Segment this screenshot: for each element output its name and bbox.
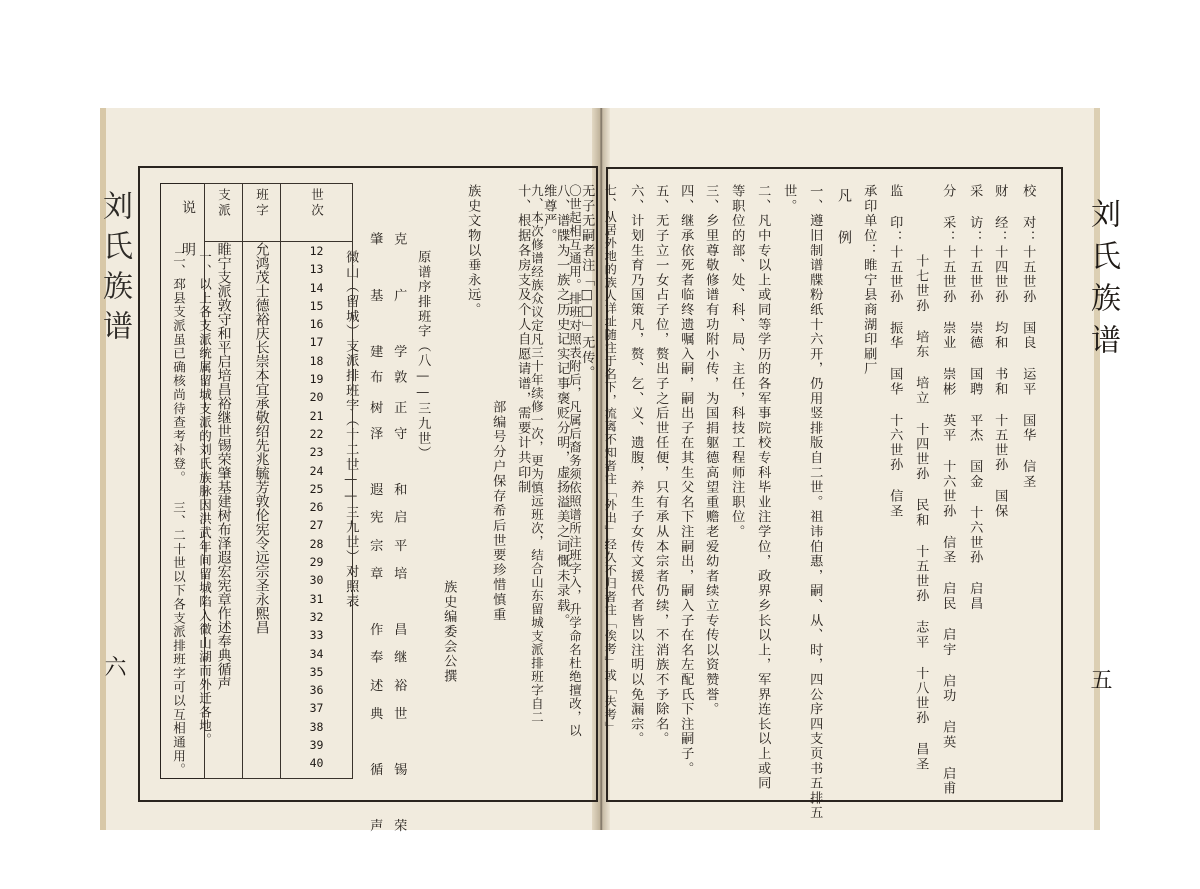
original-order-col-2: 肇 基 建 树 [367, 232, 383, 428]
rule-10: 十、根据各房支及个人自愿请谱，需要计共印制 [515, 184, 531, 495]
rule-4: 四、继承依死者临终遗嘱入嗣，嗣出子在其生父名下注嗣出，嗣入子在名左配氏下注嗣子。 [678, 184, 694, 776]
generation-number: 12 [309, 244, 324, 258]
generation-number: 28 [309, 536, 324, 551]
generation-number: 33 [309, 628, 324, 643]
note-2: 二、邳县支派虽已确核尚待查考补登。 三、二十世以下各支派排班字可以互相通用。 [171, 250, 187, 777]
original-order-col-1: 克 广 学 正 [391, 232, 407, 428]
header-branch: 支派 [216, 188, 232, 219]
generation-number: 40 [309, 756, 324, 771]
rule-10-cont-2: 族史文物以垂永远。 [465, 184, 481, 318]
generation-number: 24 [309, 463, 324, 478]
rule-7-cont: 无子无嗣者注「□□」无传。 [579, 184, 595, 380]
rule-2-cont: 等职位的部、处、科、局、主任，科技工程师注职位。 [729, 184, 745, 540]
staff-finance: 财 经：十四世孙 均和 书和 十五世孙 国保 [992, 184, 1008, 519]
generation-number: 23 [309, 445, 324, 460]
staff-proofreading: 校 对：十五世孙 国良 运平 国华 信圣 [1020, 184, 1036, 489]
original-order-col-5: 启 培 昌 裕 [391, 510, 407, 706]
generation-number: 17 [309, 335, 324, 350]
original-order-col-8: 奉 典 循 声 [367, 650, 383, 846]
rule-2: 二、凡中专以上或同等学历的各军事院校专科毕业注学位，政界乡长以上，军界连长以上或同 [755, 184, 771, 791]
left-page-number: 六 [101, 655, 126, 677]
rule-3: 三、乡里尊敬修谱有功附小传，为国捐躯德高望重赡老爱幼者续立专传以资赞誉。 [703, 184, 719, 717]
original-order-col-3: 敦 守 和 平 [391, 370, 407, 566]
rule-1: 一、遵旧制谱牒粉纸十六开，仍用竖排版自二世。祖讳伯惠，嗣、从、时，四公序四支页书五排五 [807, 184, 823, 821]
branch-pixian-header [205, 184, 243, 242]
generation-number: 27 [309, 518, 324, 533]
generation-numbers [281, 242, 353, 779]
comparison-title: 微山（留城）支派排班字（十二世——三九世）对照表 [343, 250, 359, 609]
generation-number: 34 [309, 646, 324, 661]
generation-number: 20 [309, 390, 324, 405]
staff-printer: 承印单位：睢宁县商湖印刷厂 [861, 184, 877, 377]
generation-number: 38 [309, 719, 324, 734]
generation-number: 32 [309, 609, 324, 624]
generation-number: 14 [309, 280, 324, 295]
rule-5: 五、无子立一女占子位，赘出子之后世任便，只有承从本宗者仍续，不消族不予除名。 [653, 184, 669, 747]
generation-number: 30 [309, 573, 324, 588]
generation-number: 36 [309, 683, 324, 698]
weishan-column [243, 242, 281, 779]
header-char: 班字 [254, 188, 270, 219]
generation-number: 31 [309, 591, 324, 606]
staff-print-supervision: 监 印：十五世孙 振华 国华 十六世孙 信圣 [887, 184, 903, 519]
pixian-chars: 睢宁支派敦守和平启培昌裕继世锡荣肇基建树布泽遐宏宪章作述奉典循声 [215, 242, 232, 690]
rule-7: 七、从居外地的族人详址随注于名下，流离不知者注「外出」经久不归者注「俟考」或「失考」 [603, 184, 618, 735]
generation-number: 25 [309, 481, 324, 496]
section-heading-fanli: 凡 例 [836, 188, 852, 250]
generation-number: 39 [309, 738, 324, 753]
rule-1-cont: 世。 [781, 184, 797, 214]
original-order-col-6: 宪 章 作 述 [367, 510, 383, 706]
rule-9-cont-2: 维尊严。 [541, 184, 557, 244]
staff-sub-interview-cont: 十七世孙 培东 培立 十四世孙 民和 十五世孙 志平 十八世孙 昌圣 [913, 254, 929, 772]
staff-interview: 采 访：十五世孙 崇德 国聘 平杰 国金 十六世孙 启昌 [967, 184, 983, 611]
branch-weishan-header [243, 184, 281, 242]
staff-sub-interview: 分 采：十五世孙 崇业 崇彬 英平 十六世孙 信圣 启民 启宇 启功 启英 启甫 [940, 184, 956, 796]
generation-number: 16 [309, 317, 324, 332]
weishan-chars: 允鸿茂士德裕庆长崇本宜承敬绍先兆毓芳敦伦宪令远宗圣永熙昌 [253, 242, 270, 634]
generation-number-list [281, 242, 352, 773]
generation-number: 26 [309, 500, 324, 515]
original-order-title: 原谱序排班字（八——三九世） [415, 250, 431, 461]
generation-number: 19 [309, 372, 324, 387]
generation-number: 29 [309, 555, 324, 570]
generation-number: 37 [309, 701, 324, 716]
generation-number: 18 [309, 353, 324, 368]
rule-8: 八、谱牒为一族之历史记实记事褒贬分明，虚扬溢美之词慨未录载。 [554, 184, 570, 628]
generation-number: 15 [309, 298, 324, 313]
generation-number: 13 [309, 262, 324, 277]
header-generation: 世次 [309, 188, 325, 219]
original-order-col-7: 继 世 锡 荣 [391, 650, 407, 846]
note-1: 一、以上各支派统属留城支派的刘氏族脉因洪武年间留城陷入微山湖而外迁各地。 [197, 250, 213, 747]
compiler-signature: 族史编委会公撰 [441, 580, 457, 684]
rule-9: 九、本次修谱经族众议定凡三十年续修一次，更为慎远班次，结合山东留城支派排班字自二 [529, 184, 545, 724]
generation-number: 21 [309, 408, 324, 423]
right-book-title: 刘氏族谱 [1085, 198, 1120, 366]
rule-9-cont: 〇世起相互通用。排班对照表附后，凡属后裔务须依照谱所注班字入，升学命名杜绝擅改，以 [567, 184, 583, 738]
generation-number: 35 [309, 664, 324, 679]
left-book-title: 刘氏族谱 [97, 190, 132, 350]
generation-header [281, 184, 353, 242]
rule-6: 六、计划生育乃国策凡，赘、乞、义、遗腹，养生子女传文援代者皆以注明以免漏宗。 [628, 184, 644, 747]
notes-heading: 说 明 [180, 200, 196, 262]
right-page-number: 五 [1087, 668, 1112, 690]
generation-number: 22 [309, 426, 324, 441]
generation-table [160, 183, 353, 779]
rule-10-cont: 部编号分户保存希后世要珍惜慎重 [490, 400, 506, 622]
original-order-col-4: 布 泽 遐 宗 [367, 370, 383, 566]
